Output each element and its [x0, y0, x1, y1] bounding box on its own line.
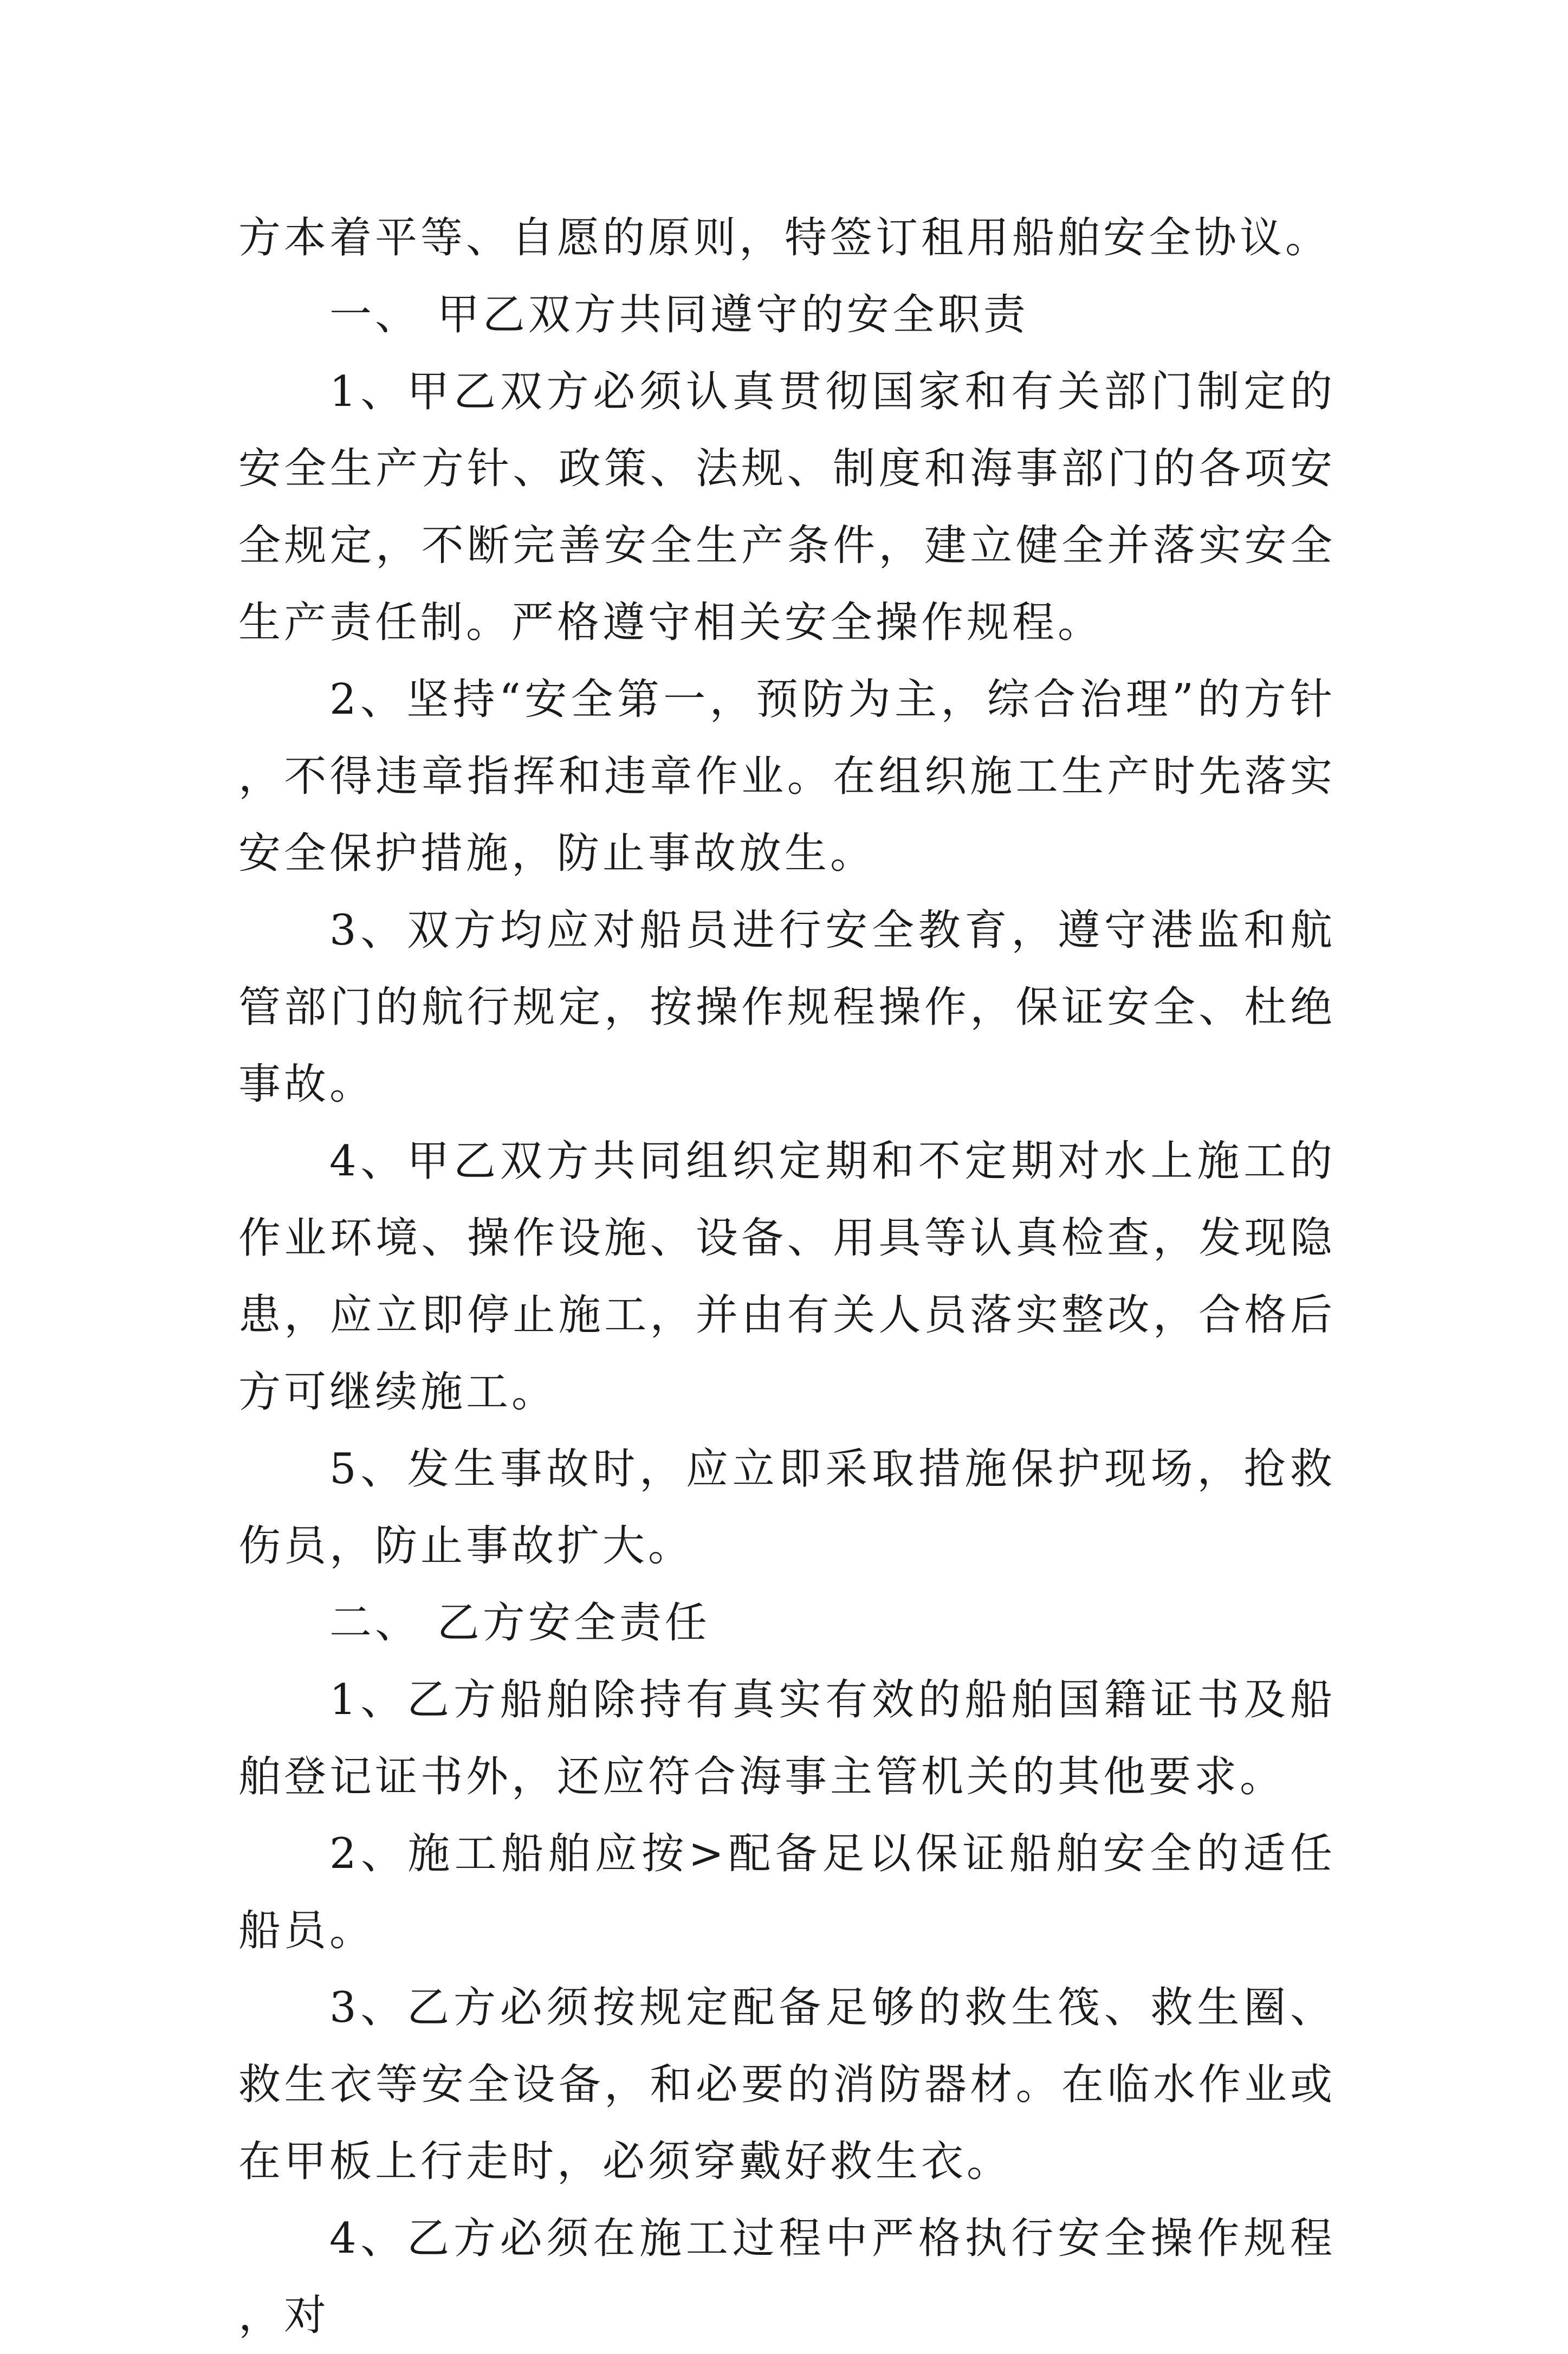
paragraph-party-b-4: 4、乙方必须在施工过程中严格执行安全操作规程，对 [238, 2214, 1336, 2340]
paragraph-intro-continuation: 方本着平等、自愿的原则，特签订租用船舶安全协议。 [238, 214, 1331, 262]
paragraph-joint-5: 5、发生事故时，应立即采取措施保护现场，抢救伤员，防止事故扩大。 [238, 1445, 1336, 1570]
paragraph-party-b-3: 3、乙方必须按规定配备足够的救生筏、救生圈、救生衣等安全设备，和必要的消防器材。在临水作业或在甲板上行走时，必须穿戴好救生衣。 [238, 1983, 1336, 2186]
paragraph-joint-3: 3、双方均应对船员进行安全教育，遵守港监和航管部门的航行规定，按操作规程操作，保证安全、杜绝事故。 [238, 906, 1336, 1109]
paragraph-joint-4: 4、甲乙双方共同组织定期和不定期对水上施工的作业环境、操作设施、设备、用具等认真检查，发现隐患，应立即停止施工，并由有关人员落实整改，合格后方可继续施工。 [238, 1137, 1336, 1417]
paragraph-party-b-1: 1、乙方船舶除持有真实有效的船舶国籍证书及船舶登记证书外，还应符合海事主管机关的其他要求。 [238, 1676, 1336, 1801]
section-heading-party-b: 二、 乙方安全责任 [329, 1599, 710, 1647]
paragraph-joint-2: 2、坚持“安全第一，预防为主，综合治理”的方针，不得违章指挥和违章作业。在组织施工生产时先落实安全保护措施，防止事故放生。 [238, 675, 1336, 878]
section-heading-joint-responsibilities: 一、 甲乙双方共同遵守的安全职责 [329, 290, 1029, 339]
document-body [238, 199, 1336, 2354]
paragraph-joint-1: 1、甲乙双方必须认真贯彻国家和有关部门制定的安全生产方针、政策、法规、制度和海事部门的各项安全规定，不断完善安全生产条件，建立健全并落实安全生产责任制。严格遵守相关安全操作规程。 [238, 367, 1336, 647]
paragraph-party-b-2: 2、施工船舶应按>配备足以保证船舶安全的适任船员。 [238, 1829, 1336, 1955]
